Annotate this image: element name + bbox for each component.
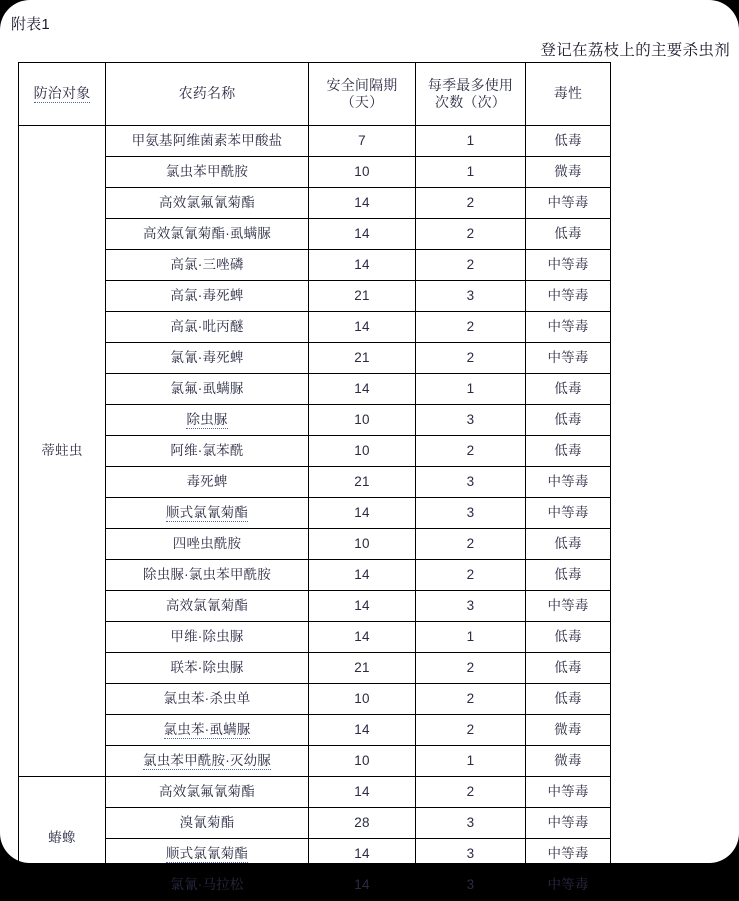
- header-max-uses: [416, 63, 526, 126]
- safety-interval-cell: 14: [309, 188, 416, 219]
- safety-interval-cell: 14: [309, 591, 416, 622]
- pesticide-name-cell: [106, 436, 309, 467]
- pesticide-name-text: 除虫脲: [186, 411, 228, 427]
- max-uses-cell: 2: [416, 715, 526, 746]
- toxicity-cell: 低毒: [526, 436, 611, 467]
- pesticide-name-cell: [106, 746, 309, 777]
- table-row: [19, 436, 611, 467]
- toxicity-cell: 中等毒: [526, 839, 611, 870]
- max-uses-cell: 2: [416, 219, 526, 250]
- max-uses-cell: 1: [416, 126, 526, 157]
- max-uses-cell: 3: [416, 591, 526, 622]
- pesticide-name-text: 高氯·毒死蜱: [170, 287, 244, 303]
- safety-interval-cell: 28: [309, 808, 416, 839]
- header-row: [19, 63, 611, 126]
- header-pesticide-name: 农药名称: [106, 63, 309, 126]
- max-uses-cell: 3: [416, 467, 526, 498]
- max-uses-cell: 1: [416, 157, 526, 188]
- safety-interval-cell: 10: [309, 436, 416, 467]
- pesticide-name-cell: [106, 684, 309, 715]
- table-container: [18, 62, 610, 901]
- header-max-uses-line1: 每季最多使用: [427, 76, 514, 93]
- pesticide-name-text: 氯氟·虱螨脲: [170, 380, 244, 396]
- safety-interval-cell: 14: [309, 219, 416, 250]
- table-title: 登记在荔枝上的主要杀虫剂: [540, 42, 730, 59]
- pesticide-name-cell: [106, 250, 309, 281]
- table-row: [19, 312, 611, 343]
- toxicity-cell: 中等毒: [526, 591, 611, 622]
- header-target-label: 防治对象: [33, 85, 91, 102]
- pesticide-name-text: 阿维·氯苯酰: [170, 442, 244, 458]
- pesticide-table: [18, 62, 611, 901]
- max-uses-cell: 1: [416, 374, 526, 405]
- toxicity-cell: 微毒: [526, 746, 611, 777]
- table-row: [19, 281, 611, 312]
- toxicity-cell: 中等毒: [526, 498, 611, 529]
- pesticide-name-cell: [106, 715, 309, 746]
- table-row: [19, 684, 611, 715]
- safety-interval-cell: 21: [309, 281, 416, 312]
- pesticide-name-text: 氯氰·毒死蜱: [170, 349, 244, 365]
- pesticide-name-text: 除虫脲·氯虫苯甲酰胺: [143, 566, 271, 582]
- table-row: [19, 219, 611, 250]
- table-row: [19, 250, 611, 281]
- max-uses-cell: 3: [416, 405, 526, 436]
- pesticide-name-text: 甲维·除虫脲: [170, 628, 244, 644]
- pesticide-name-text: 甲氨基阿维菌素苯甲酸盐: [131, 132, 283, 148]
- table-row: [19, 529, 611, 560]
- toxicity-cell: 中等毒: [526, 188, 611, 219]
- pesticide-name-cell: [106, 591, 309, 622]
- pesticide-name-cell: [106, 405, 309, 436]
- pesticide-name-cell: [106, 622, 309, 653]
- toxicity-cell: 低毒: [526, 653, 611, 684]
- pesticide-name-text: 氯虫苯甲酰胺: [165, 163, 249, 179]
- group-target-cell: 蝽蟓: [19, 777, 106, 901]
- toxicity-cell: 低毒: [526, 622, 611, 653]
- max-uses-cell: 2: [416, 250, 526, 281]
- toxicity-cell: 低毒: [526, 684, 611, 715]
- pesticide-name-text: 氯氰·马拉松: [170, 876, 244, 892]
- safety-interval-cell: 10: [309, 157, 416, 188]
- table-row: [19, 126, 611, 157]
- header-max-uses-line2: 次数（次）: [435, 94, 506, 110]
- safety-interval-cell: 14: [309, 312, 416, 343]
- pesticide-name-cell: [106, 808, 309, 839]
- table-row: [19, 467, 611, 498]
- pesticide-name-cell: [106, 126, 309, 157]
- table-body: [19, 126, 611, 901]
- table-row: [19, 870, 611, 901]
- pesticide-name-cell: [106, 870, 309, 901]
- pesticide-name-text: 高效氯氟氰菊酯: [159, 194, 255, 210]
- safety-interval-cell: 7: [309, 126, 416, 157]
- pesticide-name-cell: [106, 188, 309, 219]
- max-uses-cell: 2: [416, 436, 526, 467]
- toxicity-cell: 低毒: [526, 126, 611, 157]
- safety-interval-cell: 21: [309, 343, 416, 374]
- pesticide-name-cell: [106, 777, 309, 808]
- pesticide-name-cell: [106, 343, 309, 374]
- max-uses-cell: 3: [416, 839, 526, 870]
- header-target: [19, 63, 106, 126]
- appendix-label: 附表1: [11, 16, 50, 33]
- pesticide-name-text: 毒死蜱: [186, 473, 228, 489]
- group-target-cell: 蒂蛀虫: [19, 126, 106, 777]
- safety-interval-cell: 10: [309, 405, 416, 436]
- pesticide-name-text: 顺式氯氰菊酯: [165, 845, 249, 861]
- safety-interval-cell: 21: [309, 653, 416, 684]
- pesticide-name-text: 溴氰菊酯: [179, 814, 235, 830]
- header-safety-interval: [309, 63, 416, 126]
- max-uses-cell: 2: [416, 312, 526, 343]
- max-uses-cell: 2: [416, 684, 526, 715]
- table-row: [19, 343, 611, 374]
- toxicity-cell: 中等毒: [526, 281, 611, 312]
- toxicity-cell: 中等毒: [526, 250, 611, 281]
- pesticide-name-cell: [106, 560, 309, 591]
- pesticide-name-cell: [106, 374, 309, 405]
- table-row: [19, 188, 611, 219]
- max-uses-cell: 3: [416, 498, 526, 529]
- pesticide-name-cell: [106, 653, 309, 684]
- table-row: [19, 157, 611, 188]
- table-row: [19, 808, 611, 839]
- table-row: [19, 405, 611, 436]
- safety-interval-cell: 14: [309, 870, 416, 901]
- pesticide-name-text: 氯虫苯·杀虫单: [163, 690, 251, 706]
- toxicity-cell: 低毒: [526, 529, 611, 560]
- pesticide-name-cell: [106, 467, 309, 498]
- safety-interval-cell: 14: [309, 777, 416, 808]
- pesticide-name-text: 高氯·三唑磷: [170, 256, 244, 272]
- toxicity-cell: 中等毒: [526, 467, 611, 498]
- pesticide-name-text: 氯虫苯甲酰胺·灭幼脲: [143, 752, 271, 768]
- table-row: [19, 777, 611, 808]
- pesticide-name-cell: [106, 529, 309, 560]
- pesticide-name-cell: [106, 312, 309, 343]
- safety-interval-cell: 14: [309, 839, 416, 870]
- toxicity-cell: 微毒: [526, 157, 611, 188]
- table-row: [19, 622, 611, 653]
- pesticide-name-text: 联苯·除虫脲: [170, 659, 244, 675]
- safety-interval-cell: 10: [309, 529, 416, 560]
- max-uses-cell: 2: [416, 560, 526, 591]
- max-uses-cell: 3: [416, 870, 526, 901]
- safety-interval-cell: 14: [309, 250, 416, 281]
- safety-interval-cell: 14: [309, 715, 416, 746]
- table-row: [19, 560, 611, 591]
- table-row: [19, 715, 611, 746]
- table-row: [19, 746, 611, 777]
- toxicity-cell: 微毒: [526, 715, 611, 746]
- table-header: [19, 63, 611, 126]
- pesticide-name-cell: [106, 219, 309, 250]
- pesticide-name-text: 高效氯氰菊酯·虱螨脲: [143, 225, 271, 241]
- pesticide-name-cell: [106, 157, 309, 188]
- toxicity-cell: 中等毒: [526, 312, 611, 343]
- toxicity-cell: 低毒: [526, 219, 611, 250]
- max-uses-cell: 3: [416, 808, 526, 839]
- toxicity-cell: 中等毒: [526, 870, 611, 901]
- pesticide-name-cell: [106, 281, 309, 312]
- pesticide-name-text: 氯虫苯·虱螨脲: [163, 721, 251, 737]
- max-uses-cell: 2: [416, 653, 526, 684]
- max-uses-cell: 2: [416, 529, 526, 560]
- max-uses-cell: 2: [416, 777, 526, 808]
- safety-interval-cell: 14: [309, 374, 416, 405]
- table-row: [19, 839, 611, 870]
- header-toxicity: 毒性: [526, 63, 611, 126]
- safety-interval-cell: 10: [309, 684, 416, 715]
- pesticide-name-text: 高效氯氰菊酯: [165, 597, 249, 613]
- toxicity-cell: 中等毒: [526, 777, 611, 808]
- table-row: [19, 498, 611, 529]
- toxicity-cell: 中等毒: [526, 343, 611, 374]
- max-uses-cell: 2: [416, 188, 526, 219]
- header-safety-interval-line2: （天）: [340, 94, 384, 110]
- safety-interval-cell: 14: [309, 498, 416, 529]
- pesticide-name-text: 顺式氯氰菊酯: [165, 504, 249, 520]
- toxicity-cell: 低毒: [526, 560, 611, 591]
- max-uses-cell: 2: [416, 343, 526, 374]
- safety-interval-cell: 14: [309, 560, 416, 591]
- max-uses-cell: 1: [416, 746, 526, 777]
- toxicity-cell: 低毒: [526, 405, 611, 436]
- table-row: [19, 374, 611, 405]
- table-row: [19, 591, 611, 622]
- header-safety-interval-line1: 安全间隔期: [326, 76, 398, 93]
- pesticide-name-text: 四唑虫酰胺: [172, 535, 242, 551]
- table-row: [19, 653, 611, 684]
- safety-interval-cell: 21: [309, 467, 416, 498]
- pesticide-name-cell: [106, 839, 309, 870]
- safety-interval-cell: 10: [309, 746, 416, 777]
- max-uses-cell: 3: [416, 281, 526, 312]
- toxicity-cell: 中等毒: [526, 808, 611, 839]
- pesticide-name-text: 高氯·吡丙醚: [170, 318, 244, 334]
- pesticide-name-text: 高效氯氟氰菊酯: [159, 783, 255, 799]
- pesticide-name-cell: [106, 498, 309, 529]
- toxicity-cell: 低毒: [526, 374, 611, 405]
- max-uses-cell: 1: [416, 622, 526, 653]
- safety-interval-cell: 14: [309, 622, 416, 653]
